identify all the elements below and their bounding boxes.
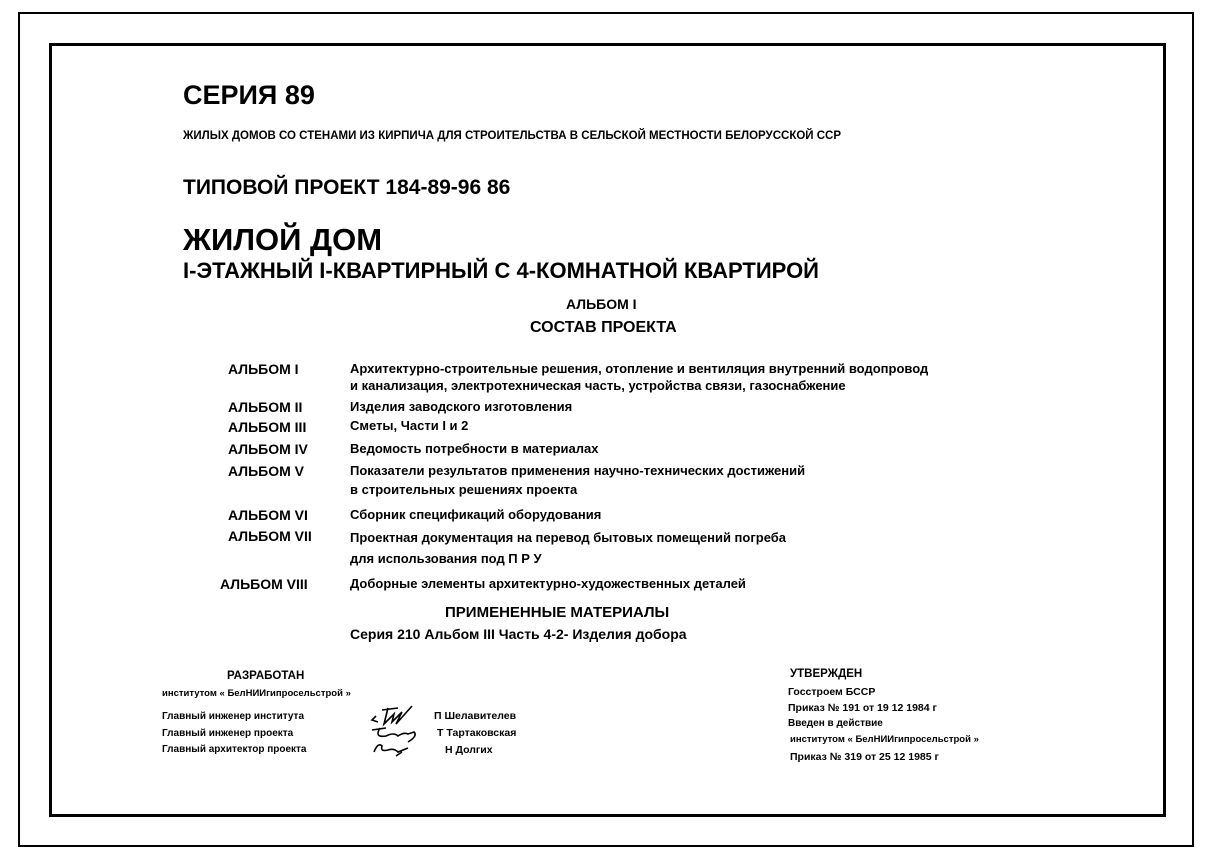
building-description: I-ЭТАЖНЫЙ I-КВАРТИРНЫЙ С 4-КОМНАТНОЙ КВАРТИРОЙ bbox=[183, 258, 819, 283]
materials-text: Серия 210 Альбом III Часть 4-2- Изделия добора bbox=[350, 626, 687, 642]
approved-title: УТВЕРЖДЕН bbox=[790, 668, 863, 680]
enacted-by: институтом « БелНИИгипросельстрой » bbox=[790, 734, 979, 745]
role: Главный архитектор проекта bbox=[162, 744, 307, 755]
album-label: АЛЬБОМ V bbox=[228, 463, 305, 479]
album-description: Сборник спецификаций оборудования bbox=[350, 507, 602, 522]
person-name: П Шелавителев bbox=[434, 710, 517, 722]
enacted-order: Приказ № 319 от 25 12 1985 г bbox=[790, 751, 939, 763]
album-label: АЛЬБОМ VI bbox=[228, 507, 308, 523]
building-title: ЖИЛОЙ ДОМ bbox=[183, 222, 383, 257]
series-subtitle: ЖИЛЫХ ДОМОВ СО СТЕНАМИ ИЗ КИРПИЧА ДЛЯ СТРОИТЕЛЬСТВА В СЕЛЬСКОЙ МЕСТНОСТИ БЕЛОРУССКОЙ ССР bbox=[183, 130, 842, 142]
album-description: и канализация, электротехническая часть, устройства связи, газоснабжение bbox=[350, 378, 846, 393]
album-description: Доборные элементы архитектурно-художественных деталей bbox=[350, 576, 746, 591]
album-label: АЛЬБОМ VIII bbox=[220, 576, 308, 592]
album-label: АЛЬБОМ IV bbox=[228, 441, 308, 457]
album-label: АЛЬБОМ II bbox=[228, 399, 303, 415]
developed-title: РАЗРАБОТАН bbox=[227, 670, 305, 682]
album-description: Архитектурно-строительные решения, отопление и вентиляция внутренний водопровод bbox=[350, 361, 929, 376]
album-label: АЛЬБОМ I bbox=[228, 361, 299, 377]
album-description: Изделия заводского изготовления bbox=[350, 399, 573, 414]
album-number: АЛЬБОМ I bbox=[566, 296, 637, 312]
inner-frame bbox=[49, 43, 1166, 817]
album-description: в строительных решениях проекта bbox=[350, 482, 578, 497]
project-number: ТИПОВОЙ ПРОЕКТ 184-89-96 86 bbox=[183, 176, 511, 199]
developed-institute: институтом « БелНИИгипросельстрой » bbox=[162, 688, 351, 699]
album-description: Ведомость потребности в материалах bbox=[350, 441, 599, 456]
album-label: АЛЬБОМ VII bbox=[228, 528, 312, 544]
person-name: Н Долгих bbox=[445, 744, 493, 756]
series-title: СЕРИЯ 89 bbox=[183, 80, 315, 110]
approved-order: Приказ № 191 от 19 12 1984 г bbox=[788, 702, 937, 714]
enacted: Введен в действие bbox=[788, 718, 883, 729]
contents-title: СОСТАВ ПРОЕКТА bbox=[530, 319, 677, 336]
album-label: АЛЬБОМ III bbox=[228, 419, 307, 435]
person-name: Т Тартаковская bbox=[437, 727, 517, 739]
materials-title: ПРИМЕНЕННЫЕ МАТЕРИАЛЫ bbox=[445, 604, 670, 621]
album-description: Сметы, Части I и 2 bbox=[350, 418, 469, 433]
approved-by: Госстроем БССР bbox=[788, 686, 876, 698]
album-description: Проектная документация на перевод бытовых помещений погреба bbox=[350, 530, 787, 545]
signatures bbox=[368, 702, 432, 762]
album-description: Показатели результатов применения научно-технических достижений bbox=[350, 463, 806, 478]
role: Главный инженер проекта bbox=[162, 728, 294, 739]
album-description: для использования под П Р У bbox=[350, 551, 542, 566]
role: Главный инженер института bbox=[162, 711, 305, 722]
